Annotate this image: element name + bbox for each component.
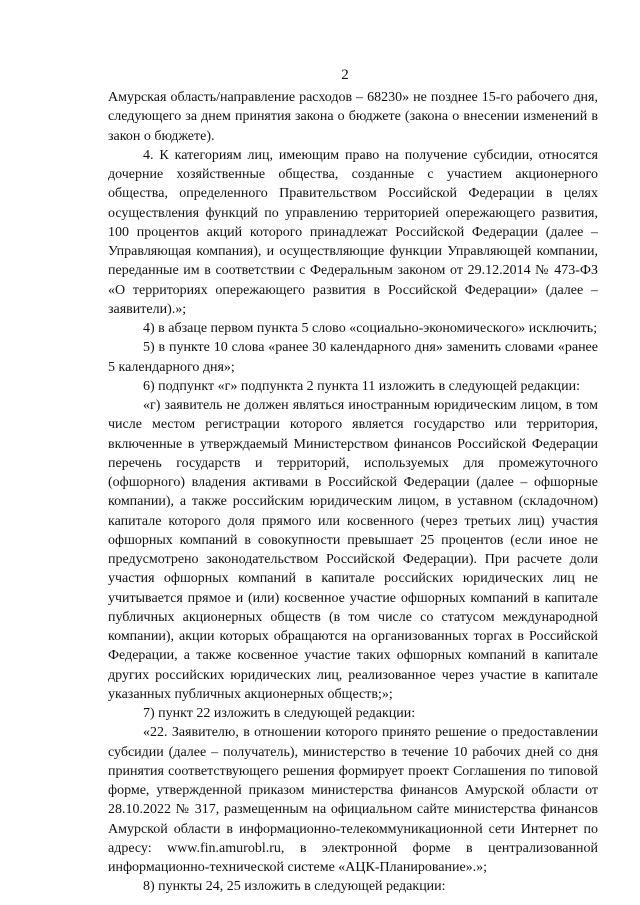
paragraph-item-22: «22. Заявителю, в отношении которого принято решение о предоставлении субсидии (далее – получатель), министерство в течение 10 рабочих дней со дня принятия соответствующего решения формирует проект Соглашения по типовой форме, утвержденной приказом министерства финансов Амурской области от 28.10.2022 № 317, размещенным на официальном сайте министерства финансов Амурской области в информационно-телекоммуникационной сети Интернет по адресу: www.fin.amurobl.ru, в электронной форме в централизованной информационно-технической системе «АЦК-Планирование».»; bbox=[108, 725, 598, 875]
paragraph-subitem-g: «г) заявитель не должен являться иностранным юридическим лицом, в том числе местом регистрации которого является государство или территория, включенные в утверждаемый Министерством финансов Российской Федерации перечень государств и территорий, используемых для промежуточного (офшорного) владения активами в Российской Федерации (далее – офшорные компании), а также российским юридическим лицом, в уставном (складочном) капитале которого доля прямого или косвенного (через третьих лиц) участия офшорных компаний в совокупности превышает 25 процентов (если иное не предусмотрено законодательством Российской Федерации). При расчете доли участия офшорных компаний в капитале российских юридических лиц не учитывается прямое и (или) косвенное участие офшорных компаний в капитале публичных акционерных обществ (в том числе со статусом международной компании), акции которых обращаются на организованных торгах в Российской Федерации, а также косвенное участие таких офшорных компаний в капитале других российских юридических лиц, реализованное через участие в капитале указанных публичных акционерных обществ;»; bbox=[108, 398, 598, 702]
paragraph-amendment-7: 7) пункт 22 изложить в следующей редакции: bbox=[143, 706, 416, 721]
document-body bbox=[108, 88, 598, 897]
paragraph-amendment-6: 6) подпункт «г» подпункта 2 пункта 11 изложить в следующей редакции: bbox=[143, 378, 581, 394]
paragraph-amendment-5: 5) в пункте 10 слова «ранее 30 календарного дня» заменить словами «ранее 5 календарного дня»; bbox=[108, 340, 598, 375]
paragraph-continuation: Амурская область/направление расходов – 68230» не позднее 15-го рабочего дня, следующего за днем принятия закона о бюджете (закона о внесении изменений в закон о бюджете). bbox=[108, 90, 598, 144]
paragraph-amendment-4: 4) в абзаце первом пункта 5 слово «социально-экономического» исключить; bbox=[143, 321, 598, 336]
paragraph-amendment-8: 8) пункты 24, 25 изложить в следующей редакции: bbox=[143, 879, 446, 895]
paragraph-item-4: 4. К категориям лиц, имеющим право на получение субсидии, относятся дочерние хозяйственные общества, созданные с участием акционерного общества, определенного Правительством Российской Федерации в целях осуществления функций по управлению территорией опережающего развития, 100 процентов акций которого принадлежат Российской Федерации (далее – Управляющая компания), и осуществляющие функции Управляющей компании, переданные им в соответствии с Федеральным законом от 29.12.2014 № 473-ФЗ «О территориях опережающего развития в Российской Федерации» (далее – заявители).»; bbox=[108, 147, 598, 317]
page-number: 2 bbox=[341, 67, 349, 83]
